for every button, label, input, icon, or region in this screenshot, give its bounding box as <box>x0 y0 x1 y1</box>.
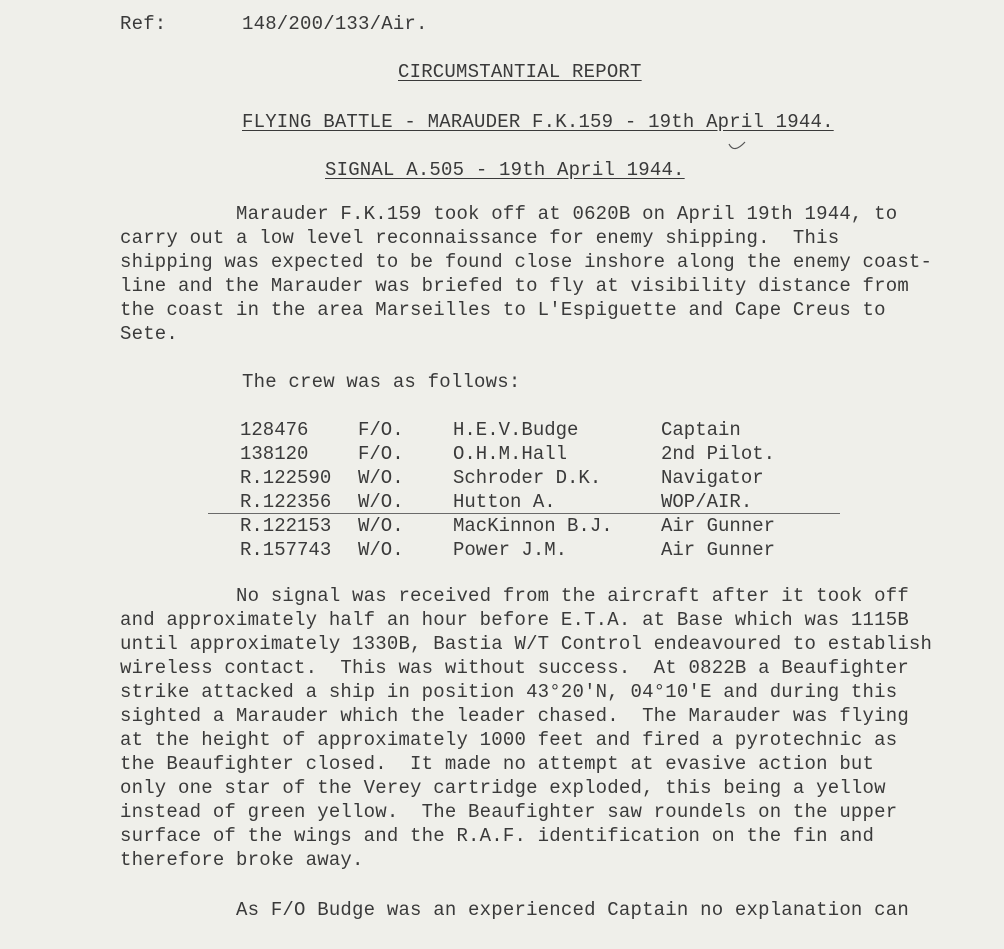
crew-role: Air Gunner <box>661 539 776 561</box>
paragraph-2-line: at the height of approximately 1000 feet and fired a pyrotechnic as <box>120 729 898 751</box>
crew-name: O.H.M.Hall <box>453 443 568 465</box>
ref-label: Ref: <box>120 13 167 35</box>
crew-service-number: R.122590 <box>240 467 332 489</box>
crew-rank: F/O. <box>358 419 404 441</box>
paragraph-2-line: No signal was received from the aircraft after it took off <box>120 585 909 607</box>
paragraph-2-line: and approximately half an hour before E.T.A. at Base which was 1115B <box>120 609 909 631</box>
paragraph-1-line: Sete. <box>120 323 179 345</box>
crew-name: Schroder D.K. <box>453 467 602 489</box>
paragraph-2-line: until approximately 1330B, Bastia W/T Control endeavoured to establish <box>120 633 933 655</box>
crew-service-number: R.122356 <box>240 491 332 513</box>
crew-name: Power J.M. <box>453 539 568 561</box>
paragraph-1-line: the coast in the area Marseilles to L'Espiguette and Cape Creus to <box>120 299 886 321</box>
paragraph-3-start: As F/O Budge was an experienced Captain no explanation can <box>120 899 909 921</box>
paragraph-2-line: strike attacked a ship in position 43°20'N, 04°10'E and during this <box>120 681 898 703</box>
crew-row <box>240 442 821 466</box>
paragraph-1-line: shipping was expected to be found close inshore along the enemy coast- <box>120 251 933 273</box>
crew-name: MacKinnon B.J. <box>453 515 613 537</box>
crew-role: WOP/AIR. <box>661 491 753 513</box>
crew-table-rule <box>208 513 840 514</box>
crew-intro: The crew was as follows: <box>242 371 521 393</box>
crew-role: 2nd Pilot. <box>661 443 776 465</box>
report-title: CIRCUMSTANTIAL REPORT <box>398 61 642 83</box>
paragraph-2-line: sighted a Marauder which the leader chased. The Marauder was flying <box>120 705 909 727</box>
crew-role: Captain <box>661 419 741 441</box>
crew-row <box>240 490 821 514</box>
paragraph-2-line: the Beaufighter closed. It made no attempt at evasive action but <box>120 753 875 775</box>
crew-row <box>240 418 821 442</box>
paragraph-2-line: therefore broke away. <box>120 849 364 871</box>
crew-row <box>240 538 821 562</box>
paragraph-2-line: only one star of the Verey cartridge exploded, this being a yellow <box>120 777 886 799</box>
paragraph-1-line: Marauder F.K.159 took off at 0620B on April 19th 1944, to <box>120 203 898 225</box>
crew-service-number: 138120 <box>240 443 309 465</box>
crew-rank: W/O. <box>358 491 404 513</box>
paragraph-2-line: surface of the wings and the R.A.F. identification on the fin and <box>120 825 875 847</box>
paragraph-2-line: instead of green yellow. The Beaufighter saw roundels on the upper <box>120 801 898 823</box>
crew-row <box>240 514 821 538</box>
ref-value: 148/200/133/Air. <box>242 13 428 35</box>
crew-row <box>240 466 821 490</box>
paragraph-1-line: line and the Marauder was briefed to fly at visibility distance from <box>120 275 909 297</box>
crew-role: Air Gunner <box>661 515 776 537</box>
crew-service-number: R.157743 <box>240 539 332 561</box>
handwritten-tick-mark <box>728 140 746 154</box>
report-subtitle: FLYING BATTLE - MARAUDER F.K.159 - 19th April 1944. <box>242 111 834 133</box>
crew-rank: W/O. <box>358 539 404 561</box>
crew-table <box>240 418 821 562</box>
paragraph-1-line: carry out a low level reconnaissance for enemy shipping. This <box>120 227 840 249</box>
crew-role: Navigator <box>661 467 764 489</box>
crew-service-number: R.122153 <box>240 515 332 537</box>
crew-name: Hutton A. <box>453 491 556 513</box>
crew-name: H.E.V.Budge <box>453 419 579 441</box>
paragraph-2-line: wireless contact. This was without success. At 0822B a Beaufighter <box>120 657 909 679</box>
crew-service-number: 128476 <box>240 419 309 441</box>
crew-rank: F/O. <box>358 443 404 465</box>
crew-rank: W/O. <box>358 467 404 489</box>
signal-heading: SIGNAL A.505 - 19th April 1944. <box>325 159 685 181</box>
crew-rank: W/O. <box>358 515 404 537</box>
